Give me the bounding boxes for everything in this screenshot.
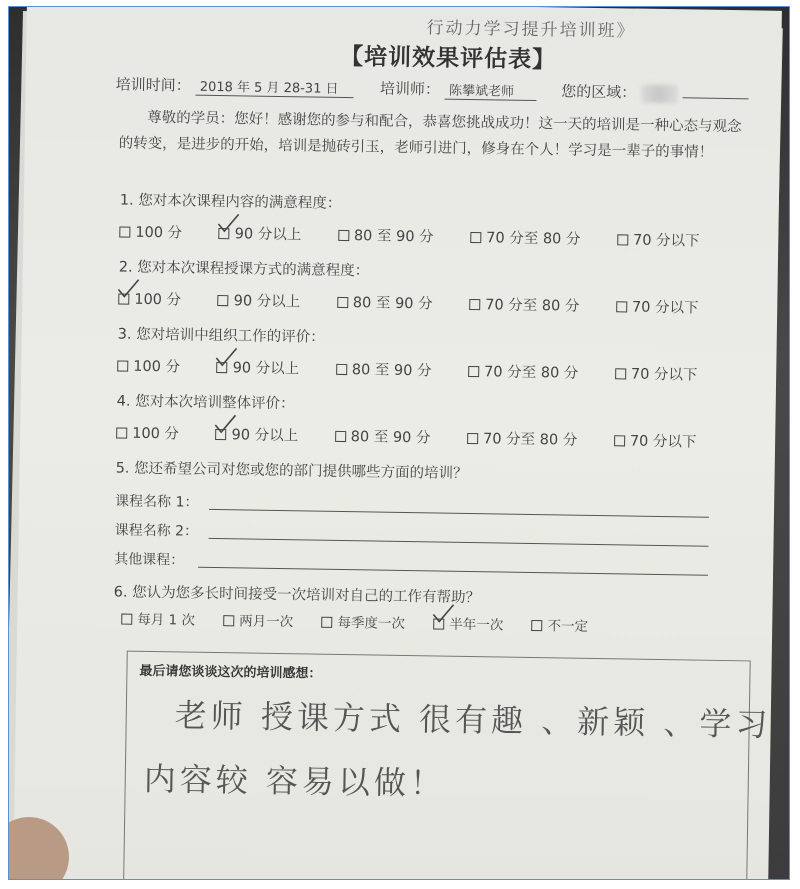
q4-option-70-80[interactable]: 70 分至 80 分 — [467, 427, 578, 450]
q2-option-90plus[interactable]: 90 分以上 — [218, 289, 301, 311]
checkbox[interactable] — [470, 231, 481, 242]
checkbox[interactable] — [336, 363, 347, 374]
q6-option-quarterly[interactable]: 每季度一次 — [321, 611, 405, 632]
trainer-value: 陈攀斌老师 — [445, 80, 537, 101]
question-4-options — [116, 421, 729, 452]
checkbox[interactable] — [614, 435, 625, 446]
q4-option-below-70[interactable]: 70 分以下 — [614, 429, 697, 451]
q6-option-not-sure[interactable]: 不一定 — [531, 614, 588, 635]
checkbox[interactable] — [335, 430, 346, 441]
checkbox[interactable] — [467, 432, 478, 443]
checkbox[interactable] — [321, 616, 332, 627]
q2-option-80-90[interactable]: 80 至 90 分 — [337, 291, 433, 314]
checkbox[interactable] — [121, 613, 132, 624]
q4-option-90plus[interactable]: 90 分以上 — [215, 423, 298, 445]
feedback-title: 最后请您谈谈这次的培训感想： — [139, 663, 322, 682]
intro-line-1: 尊敬的学员：您好！感谢您的参与和配合，恭喜您挑战成功！这一天的培训是一种心态与观念 — [147, 109, 742, 136]
checkbox[interactable] — [117, 360, 128, 371]
checkbox[interactable] — [119, 226, 130, 237]
question-4-label: 4. 您对本次培训整体评价： — [116, 393, 295, 413]
q3-option-90plus[interactable]: 90 分以上 — [216, 356, 299, 378]
question-6-options — [121, 608, 588, 635]
checkbox[interactable] — [468, 365, 479, 376]
checkbox[interactable] — [617, 234, 628, 245]
q1-option-70-80[interactable]: 70 分至 80 分 — [470, 226, 581, 249]
checkbox[interactable] — [223, 615, 234, 626]
q6-option-monthly[interactable]: 每月 1 次 — [121, 608, 195, 629]
checkbox[interactable] — [337, 296, 348, 307]
q2-option-100[interactable]: 100 分 — [118, 287, 181, 309]
q4-option-100[interactable]: 100 分 — [116, 421, 179, 443]
checkbox[interactable] — [338, 229, 349, 240]
photo-frame — [8, 6, 790, 880]
checkmark-icon — [116, 277, 140, 299]
q2-option-70-80[interactable]: 70 分至 80 分 — [469, 293, 580, 316]
handwritten-feedback-line-2: 内容较 容易以做！ — [143, 759, 447, 803]
region-label: 您的区域： — [561, 82, 637, 102]
training-time-label: 培训时间： — [115, 75, 191, 95]
q1-option-90plus[interactable]: 90 分以上 — [219, 222, 302, 244]
checkmark-icon — [217, 212, 241, 234]
trainer-label: 培训师： — [379, 79, 441, 99]
checkbox[interactable] — [116, 427, 127, 438]
region-redacted — [641, 84, 677, 103]
q1-option-80-90[interactable]: 80 至 90 分 — [338, 224, 434, 247]
checkbox[interactable] — [469, 298, 480, 309]
checkbox[interactable] — [532, 620, 543, 631]
q3-option-80-90[interactable]: 80 至 90 分 — [336, 358, 432, 381]
handwritten-feedback-line-1: 老师 授课方式 很有趣 、新颖 、学习 — [174, 696, 772, 744]
other-course-label: 其他课程： — [114, 551, 185, 569]
question-1-label: 1. 您对本次课程内容的满意程度： — [119, 192, 342, 212]
q3-option-70-80[interactable]: 70 分至 80 分 — [468, 360, 579, 383]
course-name-2-label: 课程名称 2： — [114, 522, 199, 540]
q1-option-100[interactable]: 100 分 — [119, 220, 182, 242]
form-title: 【培训效果评估表】 — [339, 43, 557, 74]
q4-option-80-90[interactable]: 80 至 90 分 — [335, 425, 431, 448]
feedback-box[interactable] — [123, 651, 772, 880]
question-3-label: 3. 您对培训中组织工作的评价： — [117, 326, 325, 346]
course-name-1-label: 课程名称 1： — [114, 493, 199, 511]
training-time-value: 2018 年 5 月 28-31 日 — [196, 76, 354, 98]
intro-line-2: 的转变，是进步的开始，培训是抛砖引玉，老师引进门，修身在个人！学习是一辈子的事情！ — [118, 135, 714, 161]
question-2-label: 2. 您对本次课程授课方式的满意程度： — [118, 259, 370, 280]
checkbox[interactable] — [218, 295, 229, 306]
question-5-label: 5. 您还希望公司对您或您的部门提供哪些方面的培训？ — [115, 460, 468, 482]
other-course-field[interactable] — [198, 567, 708, 576]
q6-option-bimonthly[interactable]: 两月一次 — [223, 609, 293, 630]
question-6-label: 6. 您认为您多长时间接受一次培训对自己的工作有帮助？ — [113, 584, 481, 607]
course-name-2-field[interactable] — [209, 538, 709, 547]
q6-option-half-year[interactable]: 半年一次 — [433, 612, 503, 633]
region-line — [682, 97, 748, 99]
question-3-options — [117, 354, 730, 385]
checkbox[interactable] — [615, 368, 626, 379]
checkmark-icon — [431, 602, 455, 624]
q3-option-below-70[interactable]: 70 分以下 — [615, 362, 698, 384]
q2-option-below-70[interactable]: 70 分以下 — [616, 295, 699, 317]
checkbox[interactable] — [616, 301, 627, 312]
checkmark-icon — [214, 413, 238, 435]
question-1-options — [119, 220, 732, 251]
q3-option-100[interactable]: 100 分 — [117, 354, 180, 376]
evaluation-form-sheet — [13, 6, 782, 880]
question-2-options — [118, 287, 731, 318]
meta-row — [116, 73, 749, 104]
checkmark-icon — [215, 346, 239, 368]
q1-option-below-70[interactable]: 70 分以下 — [617, 228, 700, 250]
course-name-1-field[interactable] — [209, 509, 709, 518]
course-series-title: 行动力学习提升培训班》 — [426, 18, 636, 42]
